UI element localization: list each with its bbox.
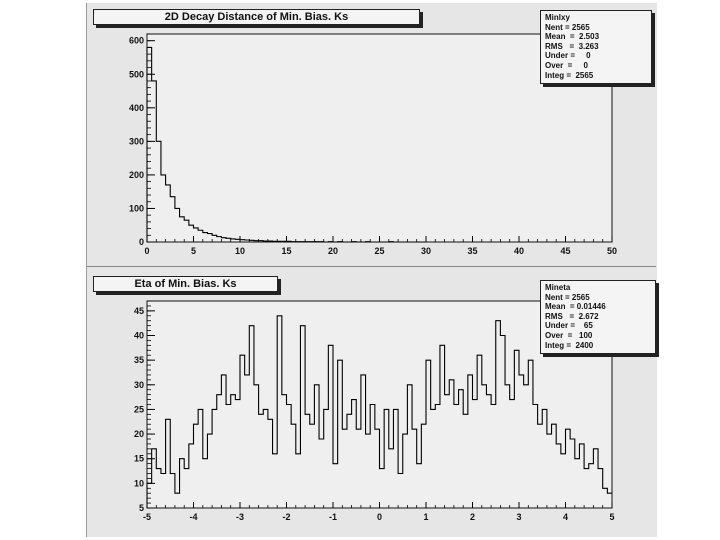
- x-tick-label: 45: [560, 246, 571, 256]
- y-tick-label: 600: [128, 35, 144, 46]
- y-tick-label: 20: [133, 429, 144, 440]
- x-tick-label: 3: [516, 512, 522, 522]
- y-tick-label: 400: [128, 102, 144, 113]
- panel-1-stats-row: Nent = 2565: [545, 22, 590, 32]
- y-tick-label: 500: [128, 69, 144, 80]
- panel-1-stats-row: Over = 0: [545, 60, 588, 70]
- x-tick-label: 50: [606, 246, 618, 256]
- panel-1-stats-row: RMS = 3.263: [545, 41, 599, 51]
- panel-1-stats-row: Under = 0: [545, 51, 591, 61]
- x-tick-label: 4: [562, 512, 569, 522]
- panel-2-stats-row: Nent = 2565: [545, 292, 590, 302]
- x-tick-label: 1: [423, 512, 429, 522]
- x-tick-label: 40: [513, 246, 525, 256]
- panel-2-stats-box: [540, 280, 656, 354]
- y-tick-label: 100: [128, 203, 144, 214]
- panel-2-stats-row: Mean = 0.01446: [545, 302, 606, 312]
- x-tick-label: -5: [142, 512, 152, 522]
- x-tick-label: 5: [609, 512, 615, 522]
- x-tick-label: -3: [235, 512, 245, 522]
- x-tick-label: -1: [328, 512, 338, 522]
- x-tick-label: -2: [282, 512, 291, 522]
- y-tick-label: 15: [133, 453, 144, 464]
- panel-2-stats-row: Over = 100: [545, 330, 593, 340]
- y-tick-label: 45: [133, 305, 144, 316]
- panel-2-stats-row: RMS = 2.672: [545, 311, 599, 321]
- x-tick-label: 15: [281, 246, 292, 256]
- x-tick-label: 2: [469, 512, 476, 522]
- panel-2-stats-name: Mineta: [545, 283, 571, 292]
- y-tick-label: 25: [133, 404, 144, 415]
- y-tick-label: 0: [138, 237, 144, 247]
- y-tick-label: 10: [133, 478, 144, 489]
- x-tick-label: -4: [189, 512, 198, 522]
- y-tick-label: 30: [133, 379, 144, 390]
- y-tick-label: 200: [128, 169, 144, 180]
- y-tick-label: 300: [128, 136, 144, 147]
- x-tick-label: 0: [144, 246, 150, 256]
- x-tick-label: 25: [374, 246, 385, 256]
- panel-1-stats-row: Integ = 2565: [545, 70, 594, 80]
- x-tick-label: 5: [190, 246, 197, 256]
- panel-1-stats-name: Minlxy: [545, 13, 570, 22]
- x-tick-label: 10: [234, 246, 246, 256]
- x-tick-label: 35: [467, 246, 478, 256]
- panel-1-title: 2D Decay Distance of Min. Bias. Ks: [93, 9, 420, 25]
- y-tick-label: 40: [133, 330, 144, 341]
- panel-2-stats-row: Under = 65: [545, 321, 593, 331]
- y-tick-label: 35: [133, 355, 144, 366]
- x-tick-label: 0: [376, 512, 383, 522]
- panel-2-title: Eta of Min. Bias. Ks: [93, 276, 278, 292]
- x-tick-label: 30: [420, 246, 432, 256]
- y-tick-label: 5: [138, 503, 144, 513]
- panel-2-stats-row: Integ = 2400: [545, 340, 594, 350]
- panel-1-stats-box: [540, 10, 652, 84]
- x-tick-label: 20: [327, 246, 339, 256]
- panel-1-stats-row: Mean = 2.503: [545, 32, 600, 42]
